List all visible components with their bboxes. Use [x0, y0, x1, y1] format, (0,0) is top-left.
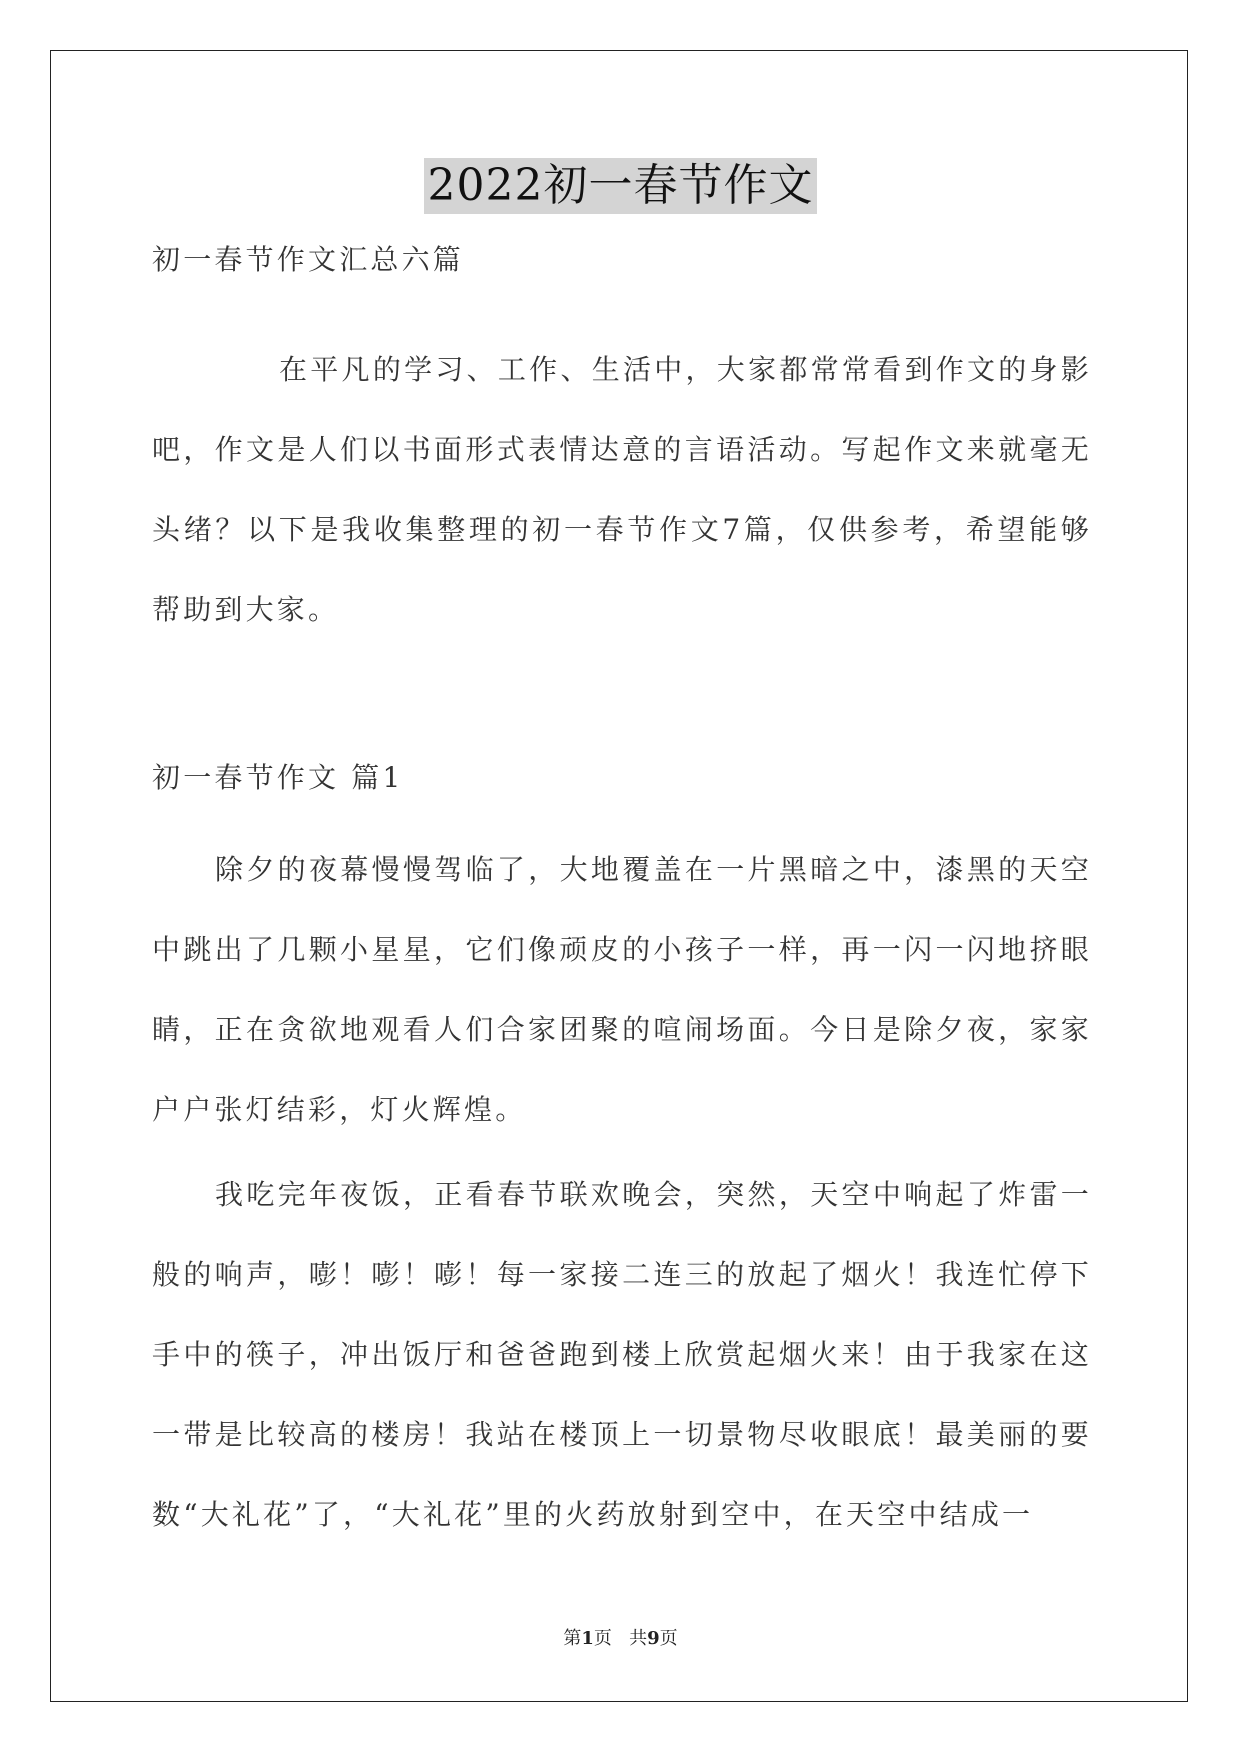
document-subtitle: 初一春节作文汇总六篇 [152, 243, 465, 276]
current-page-number: 1 [581, 1628, 594, 1649]
page-footer [0, 1627, 1241, 1651]
footer-total-prefix: 共 [629, 1628, 648, 1649]
intro-paragraph: 在平凡的学习、工作、生活中，大家都常常看到作文的身影吧，作文是人们以书面形式表情达意的言语活动。写起作文来就毫无头绪？以下是我收集整理的初一春节作文7篇，仅供参考，希望能够帮助到大家。 [152, 353, 1092, 626]
footer-prefix: 第 [563, 1628, 582, 1649]
body-paragraph-2: 我吃完年夜饭，正看春节联欢晚会，突然，天空中响起了炸雷一般的响声，嘭！嘭！嘭！每一家接二连三的放起了烟火！我连忙停下手中的筷子，冲出饭厅和爸爸跑到楼上欣赏起烟火来！由于我家在这一带是比较高的楼房！我站在楼顶上一切景物尽收眼底！最美丽的要数“大礼花”了，“大礼花”里的火药放射到空中，在天空中结成一 [152, 1178, 1092, 1531]
section-heading: 初一春节作文 篇1 [152, 761, 404, 794]
total-page-number: 9 [647, 1628, 660, 1649]
body-paragraph-1: 除夕的夜幕慢慢驾临了，大地覆盖在一片黑暗之中，漆黑的天空中跳出了几颗小星星，它们像顽皮的小孩子一样，再一闪一闪地挤眼睛，正在贪欲地观看人们合家团聚的喧闹场面。今日是除夕夜，家家户户张灯结彩，灯火辉煌。 [152, 853, 1092, 1126]
title-container [0, 158, 1241, 214]
document-title: 2022初一春节作文 [424, 158, 818, 214]
footer-page-suffix: 页 [593, 1628, 612, 1649]
footer-total-suffix: 页 [659, 1628, 678, 1649]
